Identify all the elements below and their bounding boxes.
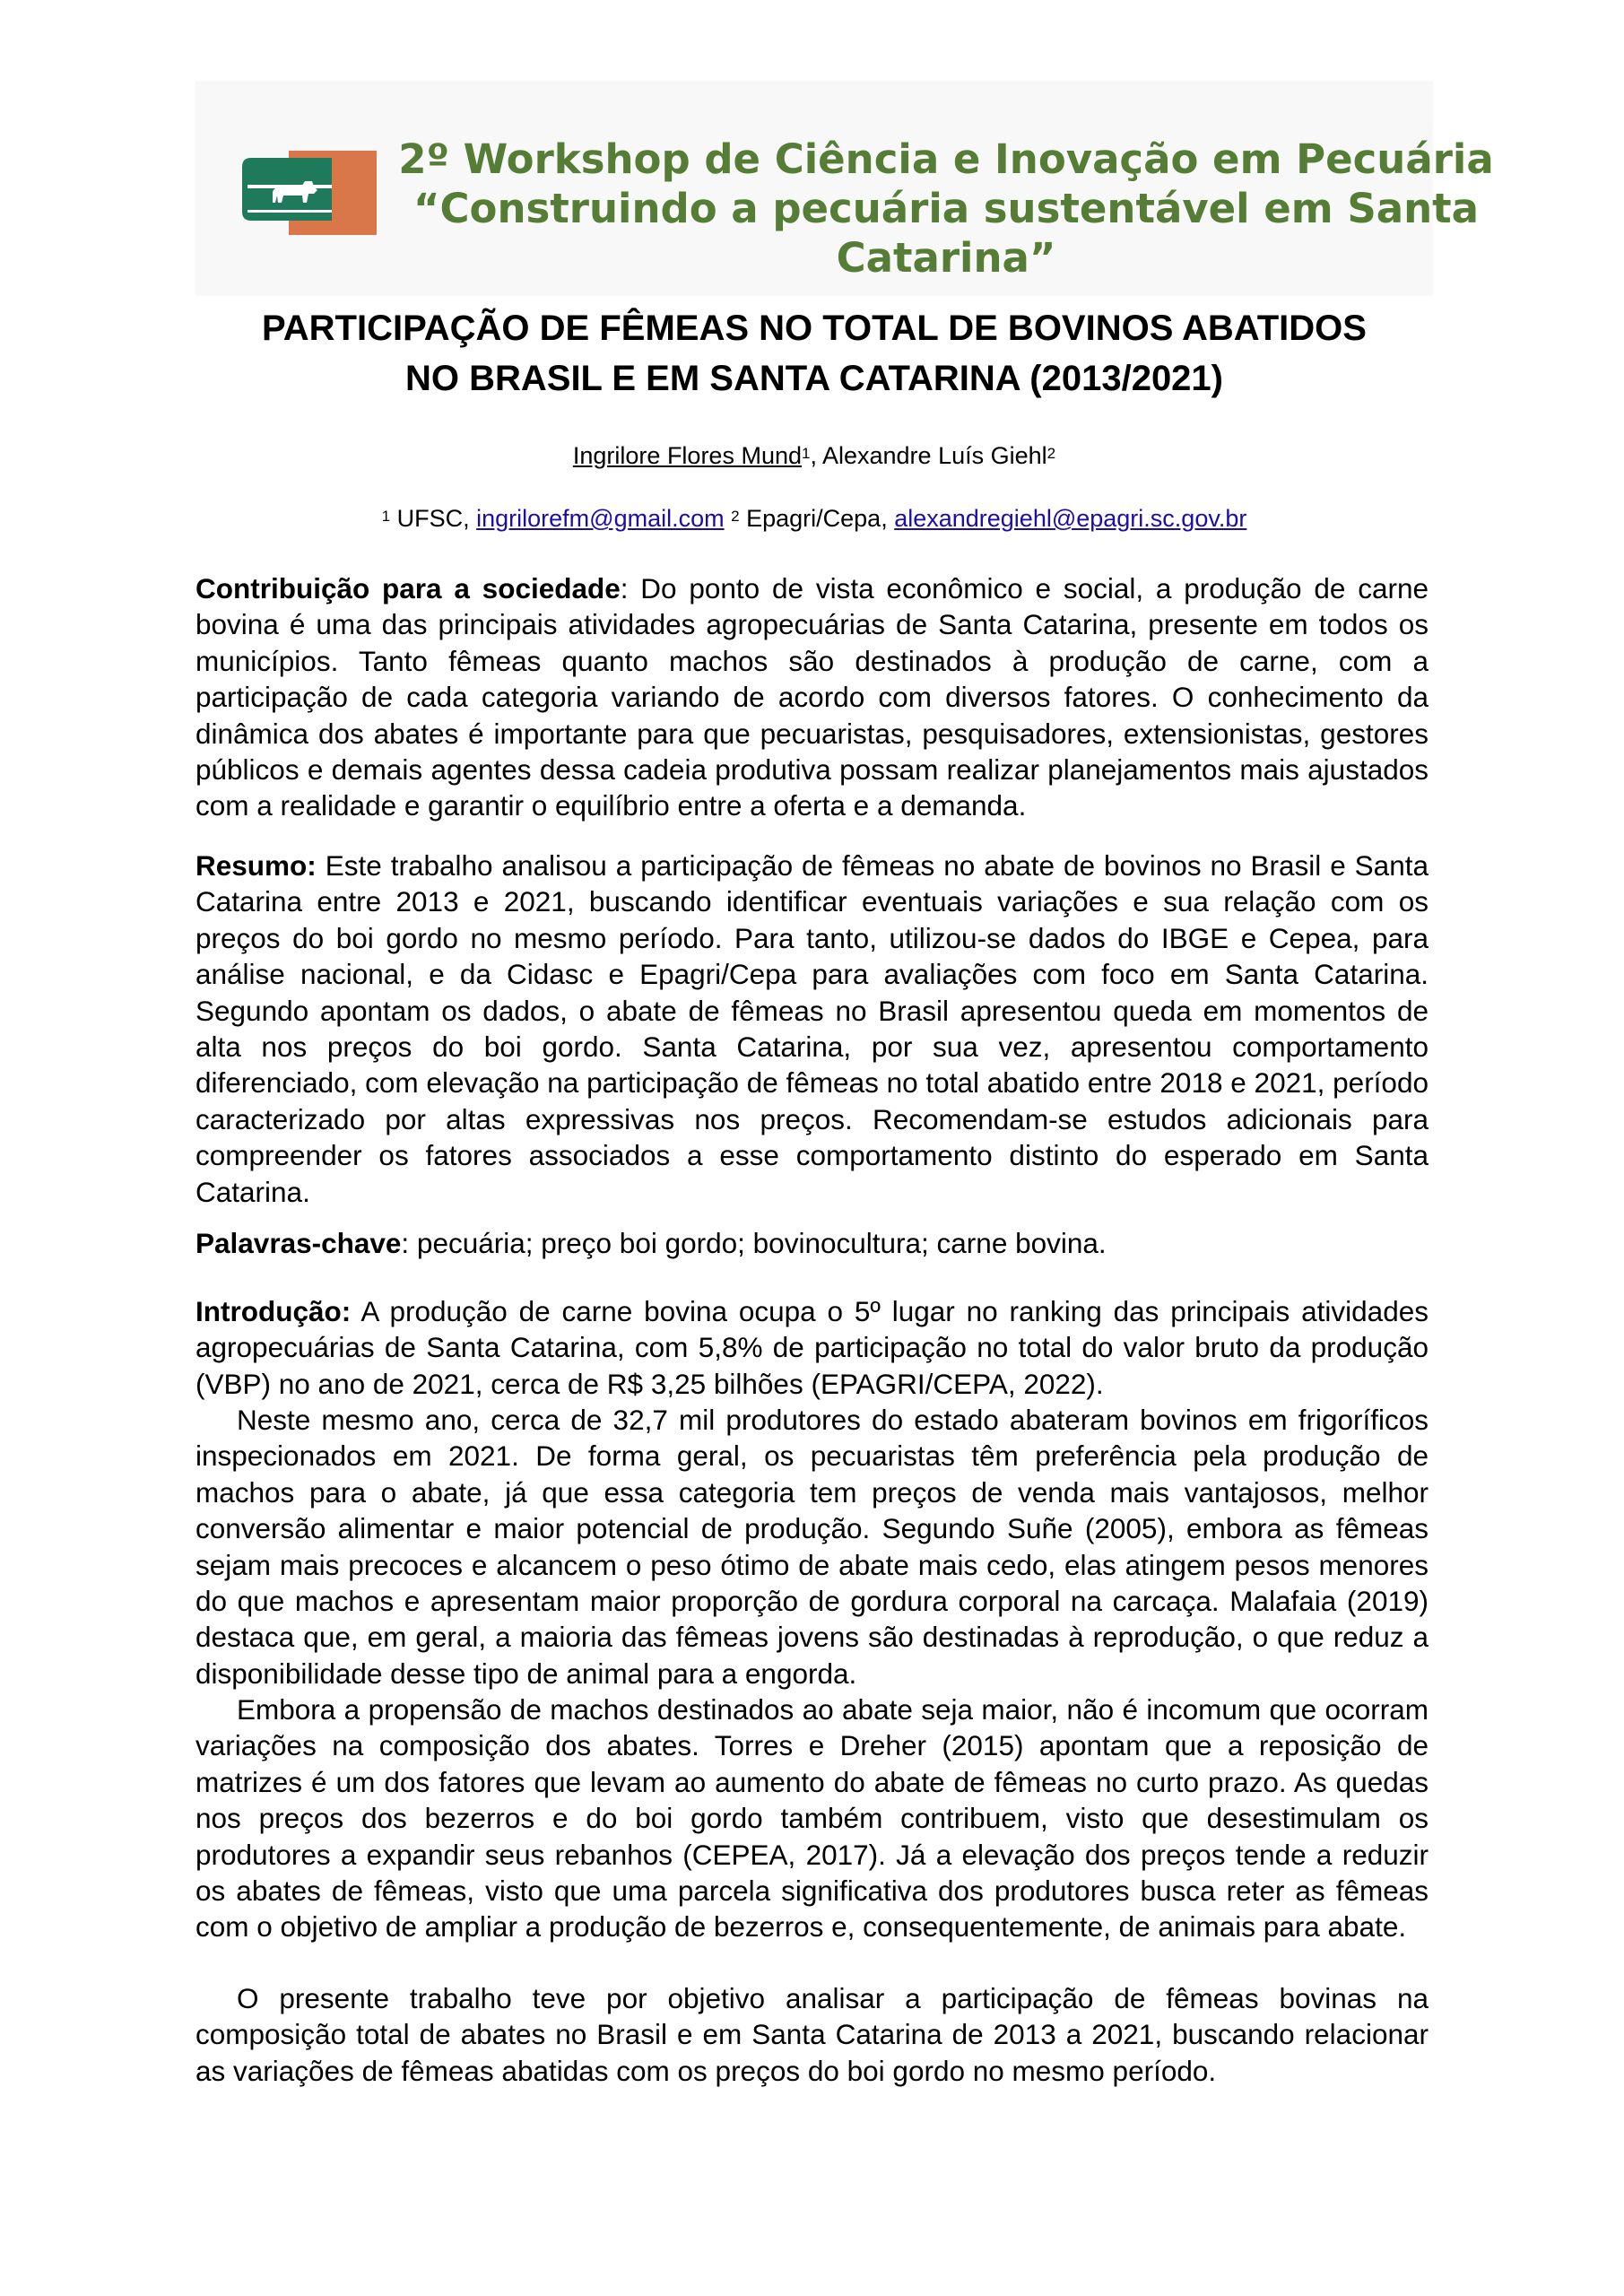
affiliation-superscript: 2 [731, 508, 740, 525]
paragraph-text: Este trabalho analisou a participação de fêmeas no abate de bovinos no Brasil e Santa Catarina entre 2013 e 2021, buscando identificar eventuais variações e sua relação com os preços do boi gordo no mesmo período. Para tanto, utilizou-se dados do IBGE e Cepea, para análise nacional, e da Cidasc e Epagri/Cepa para avaliações com foco em Santa Catarina. Segundo apontam os dados, o abate de fêmeas no Brasil apresentou queda em momentos de alta nos preços do boi gordo. Santa Catarina, por sua vez, apresentou comportamento diferenciado, com elevação na participação de fêmeas no total abatido entre 2018 e 2021, período caracterizado por altas expressivas nos preços. Recomendam-se estudos adicionais para compreender os fatores associados a esse comportamento distinto do esperado em Santa Catarina. [195, 849, 1429, 1208]
author-separator: , [810, 442, 822, 469]
paper-title-line2: NO BRASIL E EM SANTA CATARINA (2013/2021) [404, 359, 1223, 398]
introduction-paragraph: Embora a propensão de machos destinados ao abate seja maior, não é incomum que ocorram variações na composição dos abates. Torres e Dreher (2015) apontam que a reposição de matrizes é um dos fatores que levam ao aumento do abate de fêmeas no curto prazo. As quedas nos preços dos bezerros e do boi gordo também contribuem, visto que desestimulam os produtores a expandir seus rebanhos (CEPEA, 2017). Já a elevação dos preços tende a reduzir os abates de fêmeas, visto que uma parcela significativa dos produtores busca reter as fêmeas com o objetivo de ampliar a produção de bezerros e, consequentemente, de animais para abate. [195, 1693, 1429, 1944]
paper-title-line1: PARTICIPAÇÃO DE FÊMEAS NO TOTAL DE BOVINOS ABATIDOS [262, 309, 1367, 348]
author-list [195, 439, 1433, 472]
workshop-title-line1: 2º Workshop de Ciência e Inovação em Pecuária [398, 135, 1494, 183]
email-link[interactable]: ingrilorefm@gmail.com [476, 505, 725, 532]
section-heading: Introdução: [195, 1295, 352, 1327]
paragraph-text: : pecuária; preço boi gordo; bovinocultura; carne bovina. [401, 1227, 1107, 1259]
author-superscript: 2 [1046, 445, 1056, 462]
section-heading: Resumo: [195, 849, 317, 882]
paper-title [195, 303, 1433, 404]
email-link[interactable]: alexandregiehl@epagri.sc.gov.br [894, 505, 1247, 532]
introduction-paragraph: Neste mesmo ano, cerca de 32,7 mil produtores do estado abateram bovinos em frigoríficos inspecionados em 2021. De forma geral, os pecuaristas têm preferência pela produção de machos para o abate, já que essa categoria tem preços de venda mais vantajosos, melhor conversão alimentar e maior potencial de produção. Segundo Suñe (2005), embora as fêmeas sejam mais precoces e alcancem o peso ótimo de abate mais cedo, elas atingem pesos menores do que machos e apresentam maior proporção de gordura corporal na carcaça. Malafaia (2019) destaca que, em geral, a maioria das fêmeas jovens são destinadas à reprodução, o que reduz a disponibilidade desse tipo de animal para a engorda. [195, 1404, 1429, 1690]
affiliation-institution: Epagri/Cepa, [739, 505, 895, 532]
keywords-paragraph [195, 1225, 1429, 1261]
author-name: Ingrilore Flores Mund [572, 442, 802, 469]
paragraph-text: A produção de carne bovina ocupa o 5º lugar no ranking das principais atividades agropecuárias de Santa Catarina, com 5,8% de participação no total do valor bruto da produção (VBP) no ano de 2021, cerca de R$ 3,25 bilhões (EPAGRI/CEPA, 2022). [195, 1295, 1429, 1400]
affiliation-institution: UFSC, [390, 505, 477, 532]
contribution-paragraph [195, 570, 1429, 824]
affiliation-superscript: 1 [381, 508, 391, 525]
workshop-title [395, 135, 1498, 283]
author-name: Alexandre Luís Giehl [821, 442, 1047, 469]
workshop-logo [242, 151, 377, 235]
affiliation-line [195, 502, 1433, 535]
introduction-paragraph [195, 1293, 1429, 1402]
paragraph-text: : Do ponto de vista econômico e social, a produção de carne bovina é uma das principais atividades agropecuárias de Santa Catarina, presente em todos os municípios. Tanto fêmeas quanto machos são destinados à produção de carne, com a participação de cada categoria variando de acordo com diversos fatores. O conhecimento da dinâmica dos abates é importante para que pecuaristas, pesquisadores, extensionistas, gestores públicos e demais agentes dessa cadeia produtiva possam realizar planejamentos mais ajustados com a realidade e garantir o equilíbrio entre a oferta e a demanda. [195, 572, 1429, 822]
introduction-paragraph: O presente trabalho teve por objetivo analisar a participação de fêmeas bovinas na composição total de abates no Brasil e em Santa Catarina de 2013 a 2021, buscando relacionar as variações de fêmeas abatidas com os preços do boi gordo no mesmo período. [195, 1982, 1429, 2087]
section-heading: Palavras-chave [195, 1227, 402, 1259]
workshop-title-line2: “Construindo a pecuária sustentável em Santa [413, 185, 1480, 232]
section-heading: Contribuição para a sociedade [195, 572, 621, 604]
workshop-title-line3: Catarina” [836, 234, 1056, 282]
author-superscript: 1 [802, 445, 811, 462]
abstract-paragraph [195, 848, 1429, 1210]
